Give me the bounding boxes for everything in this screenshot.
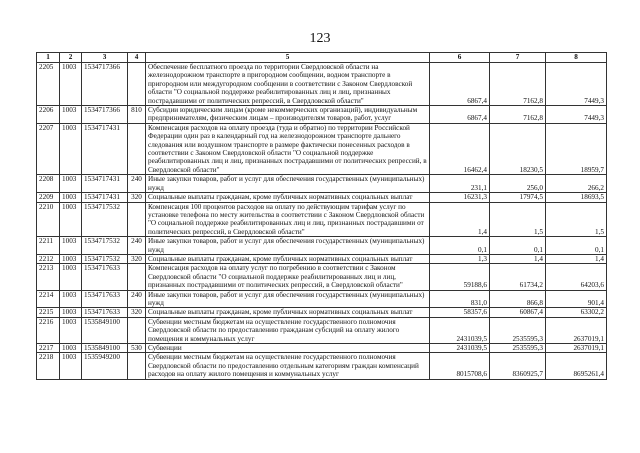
amount-year3-cell: 8695261,4: [546, 353, 607, 379]
amount-year2-cell: 0,1: [490, 237, 546, 255]
section-code-cell: 1003: [60, 237, 82, 255]
table-row: [37, 264, 607, 290]
section-code-cell: 1003: [60, 175, 82, 193]
amount-year2-cell: 8360925,7: [490, 353, 546, 379]
description-cell: Субвенции местным бюджетам на осуществление государственного полномочия Свердловской области по предоставлению гражданам субсидий на оплату жилого помещения и коммунальных услуг: [146, 317, 430, 343]
table-row: [37, 106, 607, 124]
target-code-cell: 1534717366: [82, 106, 128, 124]
amount-year1-cell: 2431039,5: [430, 344, 490, 353]
amount-year1-cell: 2431039,5: [430, 317, 490, 343]
amount-year1-cell: 8015708,6: [430, 353, 490, 379]
amount-year2-cell: 2535595,3: [490, 344, 546, 353]
amount-year3-cell: 2637019,1: [546, 317, 607, 343]
amount-year2-cell: 17974,5: [490, 193, 546, 202]
description-cell: Иные закупки товаров, работ и услуг для обеспечения государственных (муниципальных) нужд: [146, 290, 430, 308]
expense-type-cell: 320: [128, 193, 146, 202]
row-number-cell: 2211: [37, 237, 60, 255]
section-code-cell: 1003: [60, 353, 82, 379]
expense-type-cell: 320: [128, 308, 146, 317]
header-cell: 5: [146, 53, 430, 63]
amount-year3-cell: 7449,3: [546, 63, 607, 106]
amount-year2-cell: 7162,8: [490, 63, 546, 106]
amount-year2-cell: 18230,5: [490, 123, 546, 174]
page-number: 123: [309, 31, 331, 46]
header-cell: 8: [546, 53, 607, 63]
amount-year3-cell: 1,4: [546, 254, 607, 263]
header-cell: 6: [430, 53, 490, 63]
table-row: [37, 290, 607, 308]
target-code-cell: 1535849100: [82, 317, 128, 343]
amount-year2-cell: 7162,8: [490, 106, 546, 124]
section-code-cell: 1003: [60, 202, 82, 237]
amount-year3-cell: 18959,7: [546, 123, 607, 174]
row-number-cell: 2217: [37, 344, 60, 353]
row-number-cell: 2208: [37, 175, 60, 193]
amount-year3-cell: 7449,3: [546, 106, 607, 124]
amount-year3-cell: 901,4: [546, 290, 607, 308]
amount-year3-cell: 18693,5: [546, 193, 607, 202]
amount-year2-cell: 2535595,3: [490, 317, 546, 343]
amount-year1-cell: 231,1: [430, 175, 490, 193]
table-row: [37, 193, 607, 202]
amount-year3-cell: 63302,2: [546, 308, 607, 317]
amount-year1-cell: 59188,6: [430, 264, 490, 290]
expense-type-cell: 530: [128, 344, 146, 353]
row-number-cell: 2218: [37, 353, 60, 379]
description-cell: Социальные выплаты гражданам, кроме публичных нормативных социальных выплат: [146, 308, 430, 317]
target-code-cell: 1534717633: [82, 264, 128, 290]
target-code-cell: 1534717366: [82, 63, 128, 106]
amount-year2-cell: 256,0: [490, 175, 546, 193]
section-code-cell: 1003: [60, 290, 82, 308]
amount-year2-cell: 1,4: [490, 254, 546, 263]
description-cell: Компенсация расходов на оплату проезда (туда и обратно) по территории Российской Федерации один раз в календарный год на железнодорожном транспорте дальнего следования или воздушном транспорте в размере фактически понесенных расходов в соответствии с Законом Свердловской области "О социальной поддержке реабилитированных лиц и лиц, признанных пострадавшими от политических репрессий, в Свердловской области": [146, 123, 430, 174]
section-code-cell: 1003: [60, 193, 82, 202]
expense-type-cell: [128, 123, 146, 174]
description-cell: Социальные выплаты гражданам, кроме публичных нормативных социальных выплат: [146, 254, 430, 263]
section-code-cell: 1003: [60, 264, 82, 290]
target-code-cell: 1534717633: [82, 308, 128, 317]
target-code-cell: 1534717431: [82, 175, 128, 193]
header-cell: 1: [37, 53, 60, 63]
table-row: [37, 353, 607, 379]
row-number-cell: 2205: [37, 63, 60, 106]
amount-year3-cell: 266,2: [546, 175, 607, 193]
amount-year3-cell: 1,5: [546, 202, 607, 237]
section-code-cell: 1003: [60, 63, 82, 106]
table-row: [37, 308, 607, 317]
description-cell: Обеспечение бесплатного проезда по территории Свердловской области на железнодорожном транспорте в пригородном сообщении, водном транспорте в пригородном или междугородном сообщении в соответствии с Законом Свердловской области "О социальной поддержке реабилитированных лиц и лиц, признанных пострадавшими от политических репрессий, в Свердловской области": [146, 63, 430, 106]
amount-year2-cell: 61734,2: [490, 264, 546, 290]
amount-year1-cell: 1,3: [430, 254, 490, 263]
expense-type-cell: [128, 63, 146, 106]
target-code-cell: 1534717532: [82, 202, 128, 237]
amount-year1-cell: 0,1: [430, 237, 490, 255]
amount-year3-cell: 2637019,1: [546, 344, 607, 353]
amount-year1-cell: 16231,3: [430, 193, 490, 202]
table-row: [37, 175, 607, 193]
description-cell: Субвенции местным бюджетам на осуществление государственного полномочия Свердловской области по предоставлению отдельным категориям граждан компенсаций расходов на оплату жилого помещения и коммунальных услуг: [146, 353, 430, 379]
description-cell: Иные закупки товаров, работ и услуг для обеспечения государственных (муниципальных) нужд: [146, 237, 430, 255]
target-code-cell: 1534717431: [82, 193, 128, 202]
expense-type-cell: [128, 353, 146, 379]
row-number-cell: 2210: [37, 202, 60, 237]
description-cell: Социальные выплаты гражданам, кроме публичных нормативных социальных выплат: [146, 193, 430, 202]
row-number-cell: 2216: [37, 317, 60, 343]
amount-year1-cell: 6867,4: [430, 106, 490, 124]
target-code-cell: 1535949200: [82, 353, 128, 379]
row-number-cell: 2207: [37, 123, 60, 174]
table-row: [37, 317, 607, 343]
budget-table: [36, 52, 607, 380]
target-code-cell: 1534717633: [82, 290, 128, 308]
description-cell: Иные закупки товаров, работ и услуг для обеспечения государственных (муниципальных) нужд: [146, 175, 430, 193]
expense-type-cell: [128, 202, 146, 237]
expense-type-cell: [128, 264, 146, 290]
amount-year1-cell: 831,0: [430, 290, 490, 308]
expense-type-cell: [128, 317, 146, 343]
section-code-cell: 1003: [60, 123, 82, 174]
table-row: [37, 63, 607, 106]
header-cell: 4: [128, 53, 146, 63]
section-code-cell: 1003: [60, 308, 82, 317]
amount-year3-cell: 0,1: [546, 237, 607, 255]
header-cell: 2: [60, 53, 82, 63]
amount-year3-cell: 64203,6: [546, 264, 607, 290]
table-row: [37, 254, 607, 263]
table-row: [37, 344, 607, 353]
amount-year2-cell: 1,5: [490, 202, 546, 237]
row-number-cell: 2215: [37, 308, 60, 317]
header-row: [37, 53, 607, 63]
amount-year2-cell: 60867,4: [490, 308, 546, 317]
table-row: [37, 237, 607, 255]
description-cell: Компенсация 100 процентов расходов на оплату по действующим тарифам услуг по установке телефона по месту жительства в соответствии с Законом Свердловской области "О социальной поддержке реабилитированных лиц и лиц, признанных пострадавшими от политических репрессий, в Свердловской области": [146, 202, 430, 237]
description-cell: Субсидии юридическим лицам (кроме некоммерческих организаций), индивидуальным предпринимателям, физическим лицам – производителям товаров, работ, услуг: [146, 106, 430, 124]
expense-type-cell: 810: [128, 106, 146, 124]
expense-type-cell: 240: [128, 237, 146, 255]
header-cell: 7: [490, 53, 546, 63]
amount-year1-cell: 16462,4: [430, 123, 490, 174]
expense-type-cell: 320: [128, 254, 146, 263]
row-number-cell: 2209: [37, 193, 60, 202]
table-row: [37, 123, 607, 174]
expense-type-cell: 240: [128, 175, 146, 193]
table-row: [37, 202, 607, 237]
row-number-cell: 2214: [37, 290, 60, 308]
header-cell: 3: [82, 53, 128, 63]
section-code-cell: 1003: [60, 106, 82, 124]
row-number-cell: 2213: [37, 264, 60, 290]
target-code-cell: 1534717431: [82, 123, 128, 174]
section-code-cell: 1003: [60, 344, 82, 353]
section-code-cell: 1003: [60, 254, 82, 263]
amount-year1-cell: 1,4: [430, 202, 490, 237]
target-code-cell: 1534717532: [82, 254, 128, 263]
target-code-cell: 1535849100: [82, 344, 128, 353]
amount-year1-cell: 58357,6: [430, 308, 490, 317]
amount-year1-cell: 6867,4: [430, 63, 490, 106]
description-cell: Субвенции: [146, 344, 430, 353]
row-number-cell: 2206: [37, 106, 60, 124]
description-cell: Компенсация расходов на оплату услуг по погребению в соответствии с Законом Свердловской области "О социальной поддержке реабилитированных лиц и лиц, признанных пострадавшими от политических репрессий, в Свердловской области": [146, 264, 430, 290]
target-code-cell: 1534717532: [82, 237, 128, 255]
section-code-cell: 1003: [60, 317, 82, 343]
amount-year2-cell: 866,8: [490, 290, 546, 308]
row-number-cell: 2212: [37, 254, 60, 263]
expense-type-cell: 240: [128, 290, 146, 308]
